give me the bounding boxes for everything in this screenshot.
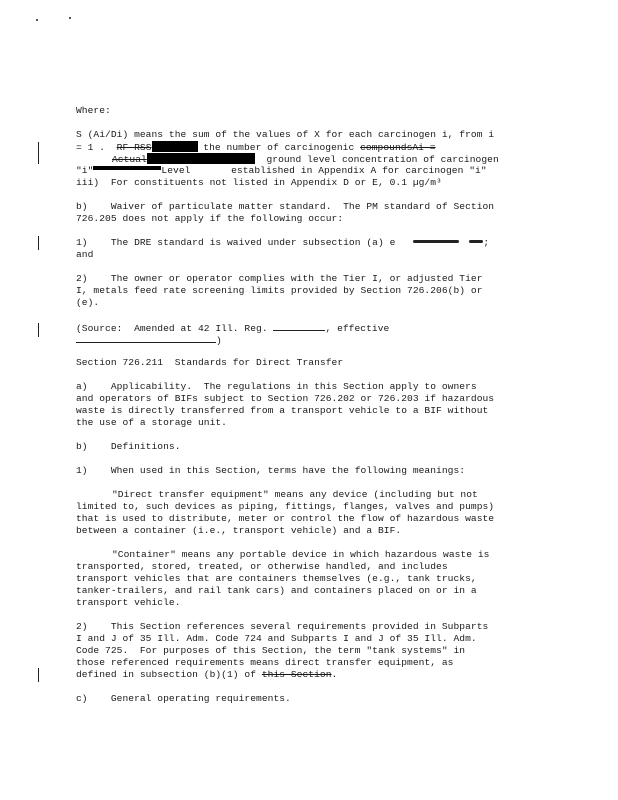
level-line: "i" Level established in Appendix A for carcinogen "i" xyxy=(76,165,487,176)
condition-1-and: and xyxy=(76,249,94,260)
definitions-heading: b) Definitions. xyxy=(76,441,181,452)
general-operating-heading: c) General operating requirements. xyxy=(76,693,291,704)
item-iii: iii) For constituents not listed in Appendix D or E, 0.1 µg/m³ xyxy=(76,177,442,188)
dte-definition-line-4: between a container (i.e., transport vehicle) and a BIF. xyxy=(76,525,402,536)
sum-definition-line: S (Ai/Di) means the sum of the values of X for each carcinogen i, from i xyxy=(76,129,495,140)
scribble-mark xyxy=(413,240,459,243)
dte-definition-line-3: that is used to distribute, meter or control the flow of hazardous waste xyxy=(76,513,495,524)
references-line-2: I and J of 35 Ill. Adm. Code 724 and Subparts I and J of 35 Ill. Adm. xyxy=(76,633,477,644)
container-definition-line-4: tanker-trailers, and rail tank cars) and containers placed on or in a xyxy=(76,585,477,596)
source-note-line-2: ) xyxy=(76,333,222,347)
applicability-line-3: waste is directly transferred from a transport vehicle to a BIF without xyxy=(76,405,489,416)
condition-2: 2) The owner or operator complies with the Tier I, or adjusted Tier xyxy=(76,273,483,284)
definitions-intro: 1) When used in this Section, terms have the following meanings: xyxy=(76,465,466,476)
actual-concentration-line: Actual ground level concentration of carcinogen xyxy=(112,154,499,165)
condition-2-line-2: I, metals feed rate screening limits provided by Section 726.206(b) or xyxy=(76,285,483,296)
references-line-4: those referenced requirements means direct transfer equipment, as xyxy=(76,657,454,668)
where-label: Where: xyxy=(76,105,111,116)
revision-bar xyxy=(38,142,39,164)
condition-1: 1) The DRE standard is waived under subsection (a) e ; xyxy=(76,237,490,248)
applicability-line-1: a) Applicability. The regulations in this Section apply to owners xyxy=(76,381,477,392)
redaction-block xyxy=(152,141,198,152)
section-heading: Section 726.211 Standards for Direct Transfer xyxy=(76,357,344,368)
scribble-mark xyxy=(469,240,483,243)
dte-definition-line-2: limited to, such devices as piping, fittings, flanges, valves and pumps) xyxy=(76,501,495,512)
condition-2-line-3: (e). xyxy=(76,297,100,308)
container-definition-line-5: transport vehicle. xyxy=(76,597,181,608)
revision-bar xyxy=(38,323,39,337)
references-line-5: defined in subsection (b)(1) of this Section. xyxy=(76,669,338,680)
references-line-1: 2) This Section references several requirements provided in Subparts xyxy=(76,621,489,632)
scan-speck xyxy=(36,19,38,21)
dte-definition-line-1: "Direct transfer equipment" means any device (including but not xyxy=(112,489,478,500)
applicability-line-2: and operators of BIFs subject to Section 726.202 or 726.203 if hazardous xyxy=(76,393,495,404)
redaction-block xyxy=(147,153,255,164)
redaction-block xyxy=(93,166,161,170)
applicability-line-4: the use of a storage unit. xyxy=(76,417,227,428)
container-definition-line-1: "Container" means any portable device in which hazardous waste is xyxy=(112,549,490,560)
sum-definition-line-2: = 1 . RF RSS the number of carcinogenic compoundsAi = xyxy=(76,142,436,153)
blank-line xyxy=(76,333,216,343)
container-definition-line-2: transported, stored, treated, or otherwise handled, and includes xyxy=(76,561,448,572)
blank-line xyxy=(273,321,325,331)
scan-speck xyxy=(69,17,71,19)
revision-bar xyxy=(38,236,39,250)
source-note: (Source: Amended at 42 Ill. Reg. , effective xyxy=(76,323,390,334)
pm-waiver-text: 726.205 does not apply if the following occur: xyxy=(76,213,344,224)
revision-bar xyxy=(38,668,39,682)
container-definition-line-3: transport vehicles that are containers themselves (e.g., tank trucks, xyxy=(76,573,477,584)
pm-waiver-heading: b) Waiver of particulate matter standard. The PM standard of Section xyxy=(76,201,495,212)
references-line-3: Code 725. For purposes of this Section, the term "tank systems" in xyxy=(76,645,466,656)
